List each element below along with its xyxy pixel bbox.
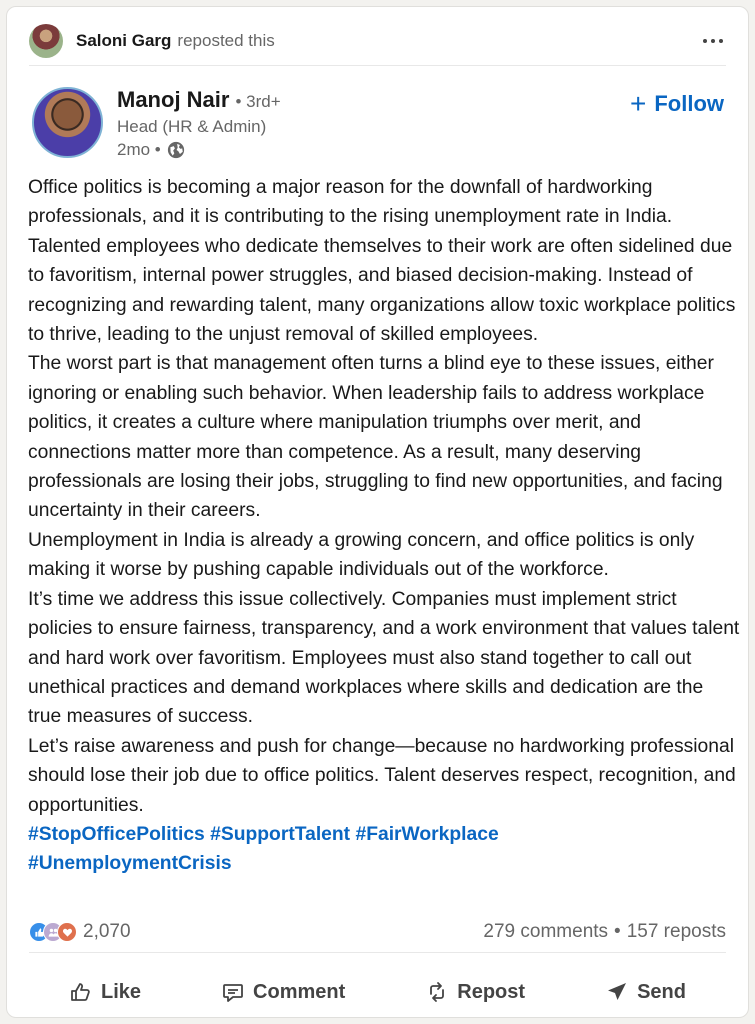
author-info xyxy=(117,87,281,160)
connection-degree: • 3rd+ xyxy=(235,92,281,111)
hashtag-link[interactable]: #UnemploymentCrisis xyxy=(28,853,232,875)
post-card xyxy=(6,6,749,1018)
post-time: 2mo • xyxy=(117,140,161,159)
repost-button[interactable] xyxy=(415,974,535,1010)
like-button[interactable] xyxy=(59,974,151,1010)
comment-label: Comment xyxy=(253,980,346,1003)
post-paragraph: Unemployment in India is already a growing concern, and office politics is only making it worse by pushing capable individuals out of the workforce. xyxy=(28,529,695,581)
engagement-stats xyxy=(483,921,726,943)
header-divider xyxy=(29,65,726,66)
post-body xyxy=(28,173,740,879)
action-bar xyxy=(29,967,726,1017)
repost-header xyxy=(29,21,730,61)
like-label: Like xyxy=(101,980,142,1003)
comments-count[interactable]: 279 comments xyxy=(483,921,609,942)
send-label: Send xyxy=(637,980,686,1003)
repost-icon xyxy=(425,980,449,1004)
repost-label: Repost xyxy=(457,980,526,1003)
actions-divider xyxy=(29,952,726,953)
follow-label: Follow xyxy=(654,91,724,116)
follow-button[interactable] xyxy=(629,88,724,119)
stats-separator: • xyxy=(614,921,621,942)
more-options-button[interactable] xyxy=(696,26,730,56)
more-dot-icon xyxy=(719,39,723,43)
plus-icon: + xyxy=(629,88,647,119)
more-dot-icon xyxy=(703,39,707,43)
reaction-count[interactable]: 2,070 xyxy=(83,921,131,942)
hashtag-link[interactable]: #FairWorkplace xyxy=(355,823,499,845)
post-paragraph: Let’s raise awareness and push for change—because no hardworking professional should lose their job due to office politics. Talent deserves respect, recognition, and opportunities. xyxy=(28,735,736,816)
post-meta xyxy=(117,140,281,160)
comment-button[interactable] xyxy=(211,974,355,1010)
post-paragraph: Office politics is becoming a major reason for the downfall of hardworking professionals, and it is contributing to the rising unemployment rate in India. Talented employees who dedicate themselves to their work are often sidelined due to favoritism, internal power struggles, and biased decision-making. Instead of recognizing and rewarding talent, many organizations allow toxic workplace politics to thrive, leading to the unjust removal of skilled employees. xyxy=(28,177,736,346)
hashtag-link[interactable]: #StopOfficePolitics xyxy=(28,823,205,845)
author-name[interactable]: Manoj Nair xyxy=(117,87,230,112)
send-icon xyxy=(605,980,629,1004)
author-headline: Head (HR & Admin) xyxy=(117,117,267,136)
more-dot-icon xyxy=(711,39,715,43)
reposts-count[interactable]: 157 reposts xyxy=(626,921,726,942)
hashtag-list xyxy=(28,820,740,879)
comment-icon xyxy=(221,980,245,1004)
reaction-icons[interactable] xyxy=(29,922,77,942)
repost-text xyxy=(76,31,275,51)
hashtag-link[interactable]: #SupportTalent xyxy=(210,823,351,845)
globe-icon xyxy=(167,141,185,159)
social-counts xyxy=(29,917,726,947)
love-reaction-icon xyxy=(57,922,77,942)
post-paragraph: The worst part is that management often turns a blind eye to these issues, either ignoring or enabling such behavior. When leadership fails to address workplace politics, it creates a culture where manipulation triumphs over merit, and connections matter more than competence. As a result, many deserving professionals are losing their jobs, struggling to find new opportunities, and facing uncertainty in their careers. xyxy=(28,353,723,522)
reposter-avatar[interactable] xyxy=(29,24,63,58)
send-button[interactable] xyxy=(595,974,696,1010)
author-avatar[interactable] xyxy=(32,87,103,158)
post-paragraph: It’s time we address this issue collectively. Companies must implement strict policies to ensure fairness, transparency, and a work environment that values talent and hard work over favoritism. Employees must also stand together to call out unethical practices and demand workplaces where skills and dedication are the true measures of success. xyxy=(28,588,740,728)
reposter-name[interactable]: Saloni Garg xyxy=(76,31,172,50)
repost-action-text: reposted this xyxy=(177,31,275,50)
thumbs-up-icon xyxy=(69,980,93,1004)
